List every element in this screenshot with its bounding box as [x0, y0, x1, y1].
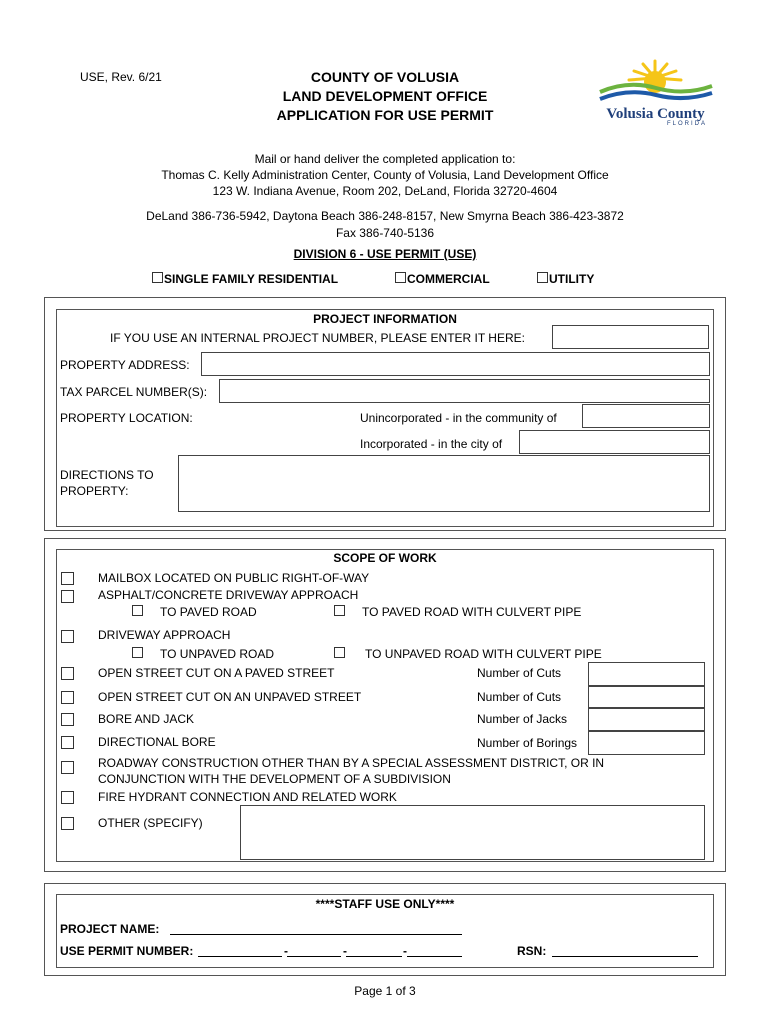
to-unpaved-culvert-label: TO UNPAVED ROAD WITH CULVERT PIPE	[365, 647, 602, 661]
volusia-county-logo	[598, 58, 713, 126]
project-info-heading: PROJECT INFORMATION	[313, 312, 457, 326]
sun-wave-icon	[598, 58, 713, 104]
utility-checkbox[interactable]	[537, 272, 548, 283]
cut-unpaved-label: OPEN STREET CUT ON AN UNPAVED STREET	[98, 690, 362, 704]
permit-dash-1: -	[284, 944, 288, 958]
mail-instructions: Mail or hand deliver the completed application to:	[254, 152, 516, 166]
revision-label: USE, Rev. 6/21	[80, 70, 162, 84]
fax-number: Fax 386-740-5136	[335, 226, 435, 240]
mail-address-1: Thomas C. Kelly Administration Center, County of Volusia, Land Development Office	[161, 168, 609, 182]
to-unpaved-culvert-checkbox[interactable]	[334, 647, 345, 658]
num-cuts-unpaved-input[interactable]	[588, 686, 705, 708]
to-paved-culvert-label: TO PAVED ROAD WITH CULVERT PIPE	[362, 605, 582, 619]
logo-state: FLORIDA	[666, 121, 707, 127]
incorporated-label: Incorporated - in the city of	[360, 437, 503, 451]
phone-numbers: DeLand 386-736-5942, Daytona Beach 386-248-8157, New Smyrna Beach 386-423-3872	[146, 209, 624, 223]
title-line-2: LAND DEVELOPMENT OFFICE	[282, 88, 488, 104]
permit-dash-3: -	[403, 944, 407, 958]
num-borings-input[interactable]	[588, 731, 705, 755]
to-paved-checkbox[interactable]	[132, 605, 143, 616]
staff-heading: ****STAFF USE ONLY****	[315, 897, 455, 911]
hydrant-label: FIRE HYDRANT CONNECTION AND RELATED WORK	[98, 790, 397, 804]
bore-jack-checkbox[interactable]	[61, 713, 74, 726]
permit-number-part-4[interactable]	[407, 956, 462, 957]
division-heading: DIVISION 6 - USE PERMIT (USE)	[293, 247, 477, 261]
hydrant-checkbox[interactable]	[61, 791, 74, 804]
internal-number-input[interactable]	[552, 325, 709, 349]
property-address-input[interactable]	[201, 352, 710, 376]
to-paved-label: TO PAVED ROAD	[160, 605, 257, 619]
commercial-checkbox[interactable]	[395, 272, 406, 283]
permit-dash-2: -	[343, 944, 347, 958]
asphalt-checkbox[interactable]	[61, 590, 74, 603]
num-jacks-label: Number of Jacks	[477, 712, 568, 726]
directions-input[interactable]	[178, 455, 710, 512]
to-paved-culvert-checkbox[interactable]	[334, 605, 345, 616]
roadway-checkbox[interactable]	[61, 761, 74, 774]
roadway-label-2: CONJUNCTION WITH THE DEVELOPMENT OF A SUBDIVISION	[98, 772, 451, 786]
num-cuts-label-1: Number of Cuts	[477, 666, 562, 680]
cut-unpaved-checkbox[interactable]	[61, 691, 74, 704]
single-family-label: SINGLE FAMILY RESIDENTIAL	[164, 272, 339, 286]
scope-heading: SCOPE OF WORK	[333, 551, 437, 565]
directional-bore-checkbox[interactable]	[61, 736, 74, 749]
permit-number-part-3[interactable]	[346, 956, 402, 957]
page-title	[230, 68, 540, 125]
page-number: Page 1 of 3	[354, 984, 416, 998]
tax-parcel-input[interactable]	[219, 379, 710, 403]
bore-jack-label: BORE AND JACK	[98, 712, 195, 726]
other-label: OTHER (SPECIFY)	[98, 816, 203, 830]
directional-bore-label: DIRECTIONAL BORE	[98, 735, 216, 749]
title-line-3: APPLICATION FOR USE PERMIT	[276, 107, 494, 123]
directions-label-2: PROPERTY:	[60, 484, 129, 498]
driveway-checkbox[interactable]	[61, 630, 74, 643]
utility-label: UTILITY	[549, 272, 595, 286]
roadway-label-1: ROADWAY CONSTRUCTION OTHER THAN BY A SPECIAL ASSESSMENT DISTRICT, OR IN	[98, 756, 605, 770]
project-name-label: PROJECT NAME:	[60, 922, 160, 936]
rsn-label: RSN:	[517, 944, 547, 958]
commercial-label: COMMERCIAL	[407, 272, 490, 286]
project-name-line[interactable]	[170, 934, 462, 935]
asphalt-label: ASPHALT/CONCRETE DRIVEWAY APPROACH	[98, 588, 359, 602]
to-unpaved-checkbox[interactable]	[132, 647, 143, 658]
mail-address-2: 123 W. Indiana Avenue, Room 202, DeLand, Florida 32720-4604	[212, 184, 558, 198]
num-borings-label: Number of Borings	[477, 736, 578, 750]
rsn-line[interactable]	[552, 956, 698, 957]
mailbox-checkbox[interactable]	[61, 572, 74, 585]
other-specify-input[interactable]	[240, 805, 705, 860]
num-cuts-paved-input[interactable]	[588, 662, 705, 686]
permit-number-part-2[interactable]	[287, 956, 341, 957]
unincorporated-label: Unincorporated - in the community of	[360, 411, 557, 425]
city-input[interactable]	[519, 430, 710, 454]
title-line-1: COUNTY OF VOLUSIA	[310, 69, 460, 85]
to-unpaved-label: TO UNPAVED ROAD	[160, 647, 275, 661]
cut-paved-checkbox[interactable]	[61, 667, 74, 680]
mailbox-label: MAILBOX LOCATED ON PUBLIC RIGHT-OF-WAY	[98, 571, 370, 585]
cut-paved-label: OPEN STREET CUT ON A PAVED STREET	[98, 666, 335, 680]
permit-number-part-1[interactable]	[198, 956, 282, 957]
internal-number-label: IF YOU USE AN INTERNAL PROJECT NUMBER, PLEASE ENTER IT HERE:	[110, 331, 525, 345]
community-input[interactable]	[582, 404, 710, 428]
single-family-checkbox[interactable]	[152, 272, 163, 283]
directions-label-1: DIRECTIONS TO	[60, 468, 154, 482]
permit-number-label: USE PERMIT NUMBER:	[60, 944, 194, 958]
driveway-label: DRIVEWAY APPROACH	[98, 628, 231, 642]
tax-parcel-label: TAX PARCEL NUMBER(S):	[60, 385, 208, 399]
property-address-label: PROPERTY ADDRESS:	[60, 358, 190, 372]
other-checkbox[interactable]	[61, 817, 74, 830]
property-location-label: PROPERTY LOCATION:	[60, 411, 193, 425]
num-cuts-label-2: Number of Cuts	[477, 690, 562, 704]
logo-name: Volusia County	[606, 106, 705, 122]
num-jacks-input[interactable]	[588, 708, 705, 731]
